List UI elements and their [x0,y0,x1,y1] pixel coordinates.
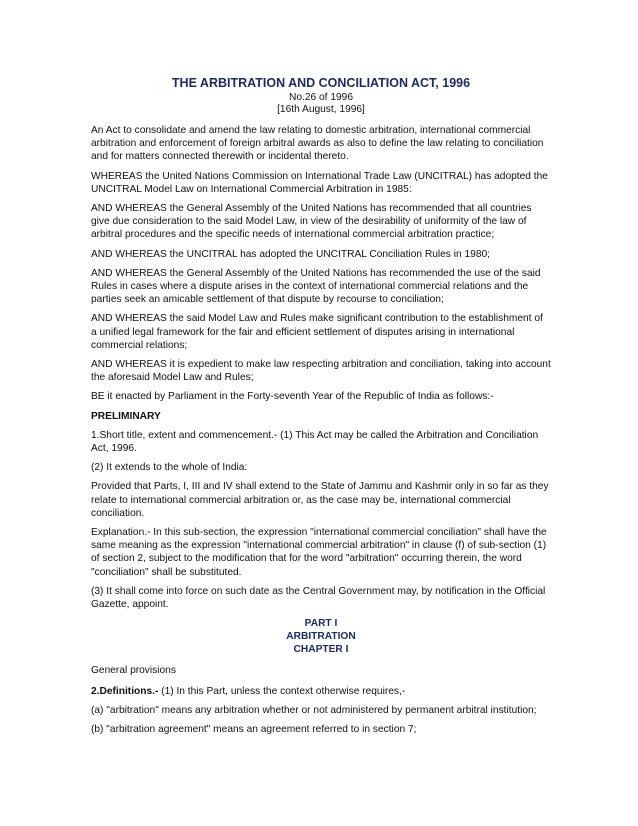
chapter-heading: CHAPTER I [293,644,349,656]
section-1-1: 1.Short title, extent and commencement.- (1) This Act may be called the Arbitration and Conciliation Act, 1996. [91,429,539,455]
whereas-paragraph-2: AND WHEREAS the General Assembly of the United Nations has recommended that all countries give due consideration to the said Model Law, in view of the desirability of uniformity of the law of arbitral procedures and the specific needs of international commercial arbitration practice; [91,203,532,241]
whereas-paragraph-6: AND WHEREAS it is expedient to make law respecting arbitration and conciliation, taking into account the aforesaid Model Law and Rules; [91,359,551,384]
whereas-paragraph-4: AND WHEREAS the General Assembly of the United Nations has recommended the use of the said Rules in cases where a dispute arises in the context of international commercial relations and the parties seek an amicable settlement of that dispute by recourse to conciliation; [91,267,541,306]
explanation-paragraph: Explanation.- In this sub-section, the expression "international commercial conciliation" shall have the same meaning as the expression "international commercial arbitration" in clause (f) of sub-section (1) of section 2, subject to the modification that for the word "arbitration" occurring therein, the word "conciliation" shall be substituted. [91,527,547,578]
general-provisions-heading: General provisions [91,665,176,677]
act-title: THE ARBITRATION AND CONCILIATION ACT, 1996 [171,76,471,90]
definitions-heading: 2.Definitions.- [91,685,159,697]
whereas-paragraph-3: AND WHEREAS the UNCITRAL has adopted the UNCITRAL Conciliation Rules in 1980; [91,248,490,260]
section-1-3: (3) It shall come into force on such date as the Central Government may, by notification in the Official Gazette, appoint. [91,585,546,611]
proviso-paragraph: Provided that Parts, I, III and IV shall extend to the State of Jammu and Kashmir only in so far as they relate to international commercial arbitration or, as the case may be, international commercial conciliation. [91,481,549,519]
arbitration-heading: ARBITRATION [286,631,356,643]
intro-paragraph: An Act to consolidate and amend the law relating to domestic arbitration, international commercial arbitration and enforcement of foreign arbitral awards as also to define the law relating to conciliation and for matters connected therewith or incidental thereto. [91,125,544,163]
section-2-intro [91,685,551,698]
whereas-paragraph-1: WHEREAS the United Nations Commission on International Trade Law (UNCITRAL) has adopted the UNCITRAL Model Law on International Commercial Arbitration in 1985: [91,170,548,195]
document-page [91,76,551,742]
definitions-text: (1) In this Part, unless the context otherwise requires,- [158,685,406,697]
part-heading: PART I [304,618,338,630]
definition-b: (b) "arbitration agreement" means an agreement referred to in section 7; [91,723,417,735]
act-date: [16th August, 1996] [277,104,365,115]
enactment-clause: BE it enacted by Parliament in the Forty-seventh Year of the Republic of India as follows:- [91,391,494,403]
part-heading-block [91,617,551,656]
preliminary-heading: PRELIMINARY [91,410,161,422]
act-number: No.26 of 1996 [288,92,353,103]
section-1-2: (2) It extends to the whole of India: [91,462,248,474]
definition-a: (a) "arbitration" means any arbitration whether or not administered by permanent arbitral institution; [91,704,537,716]
whereas-paragraph-5: AND WHEREAS the said Model Law and Rules make significant contribution to the establishment of a unified legal framework for the fair and efficient settlement of disputes arising in international commercial relations; [91,313,543,351]
